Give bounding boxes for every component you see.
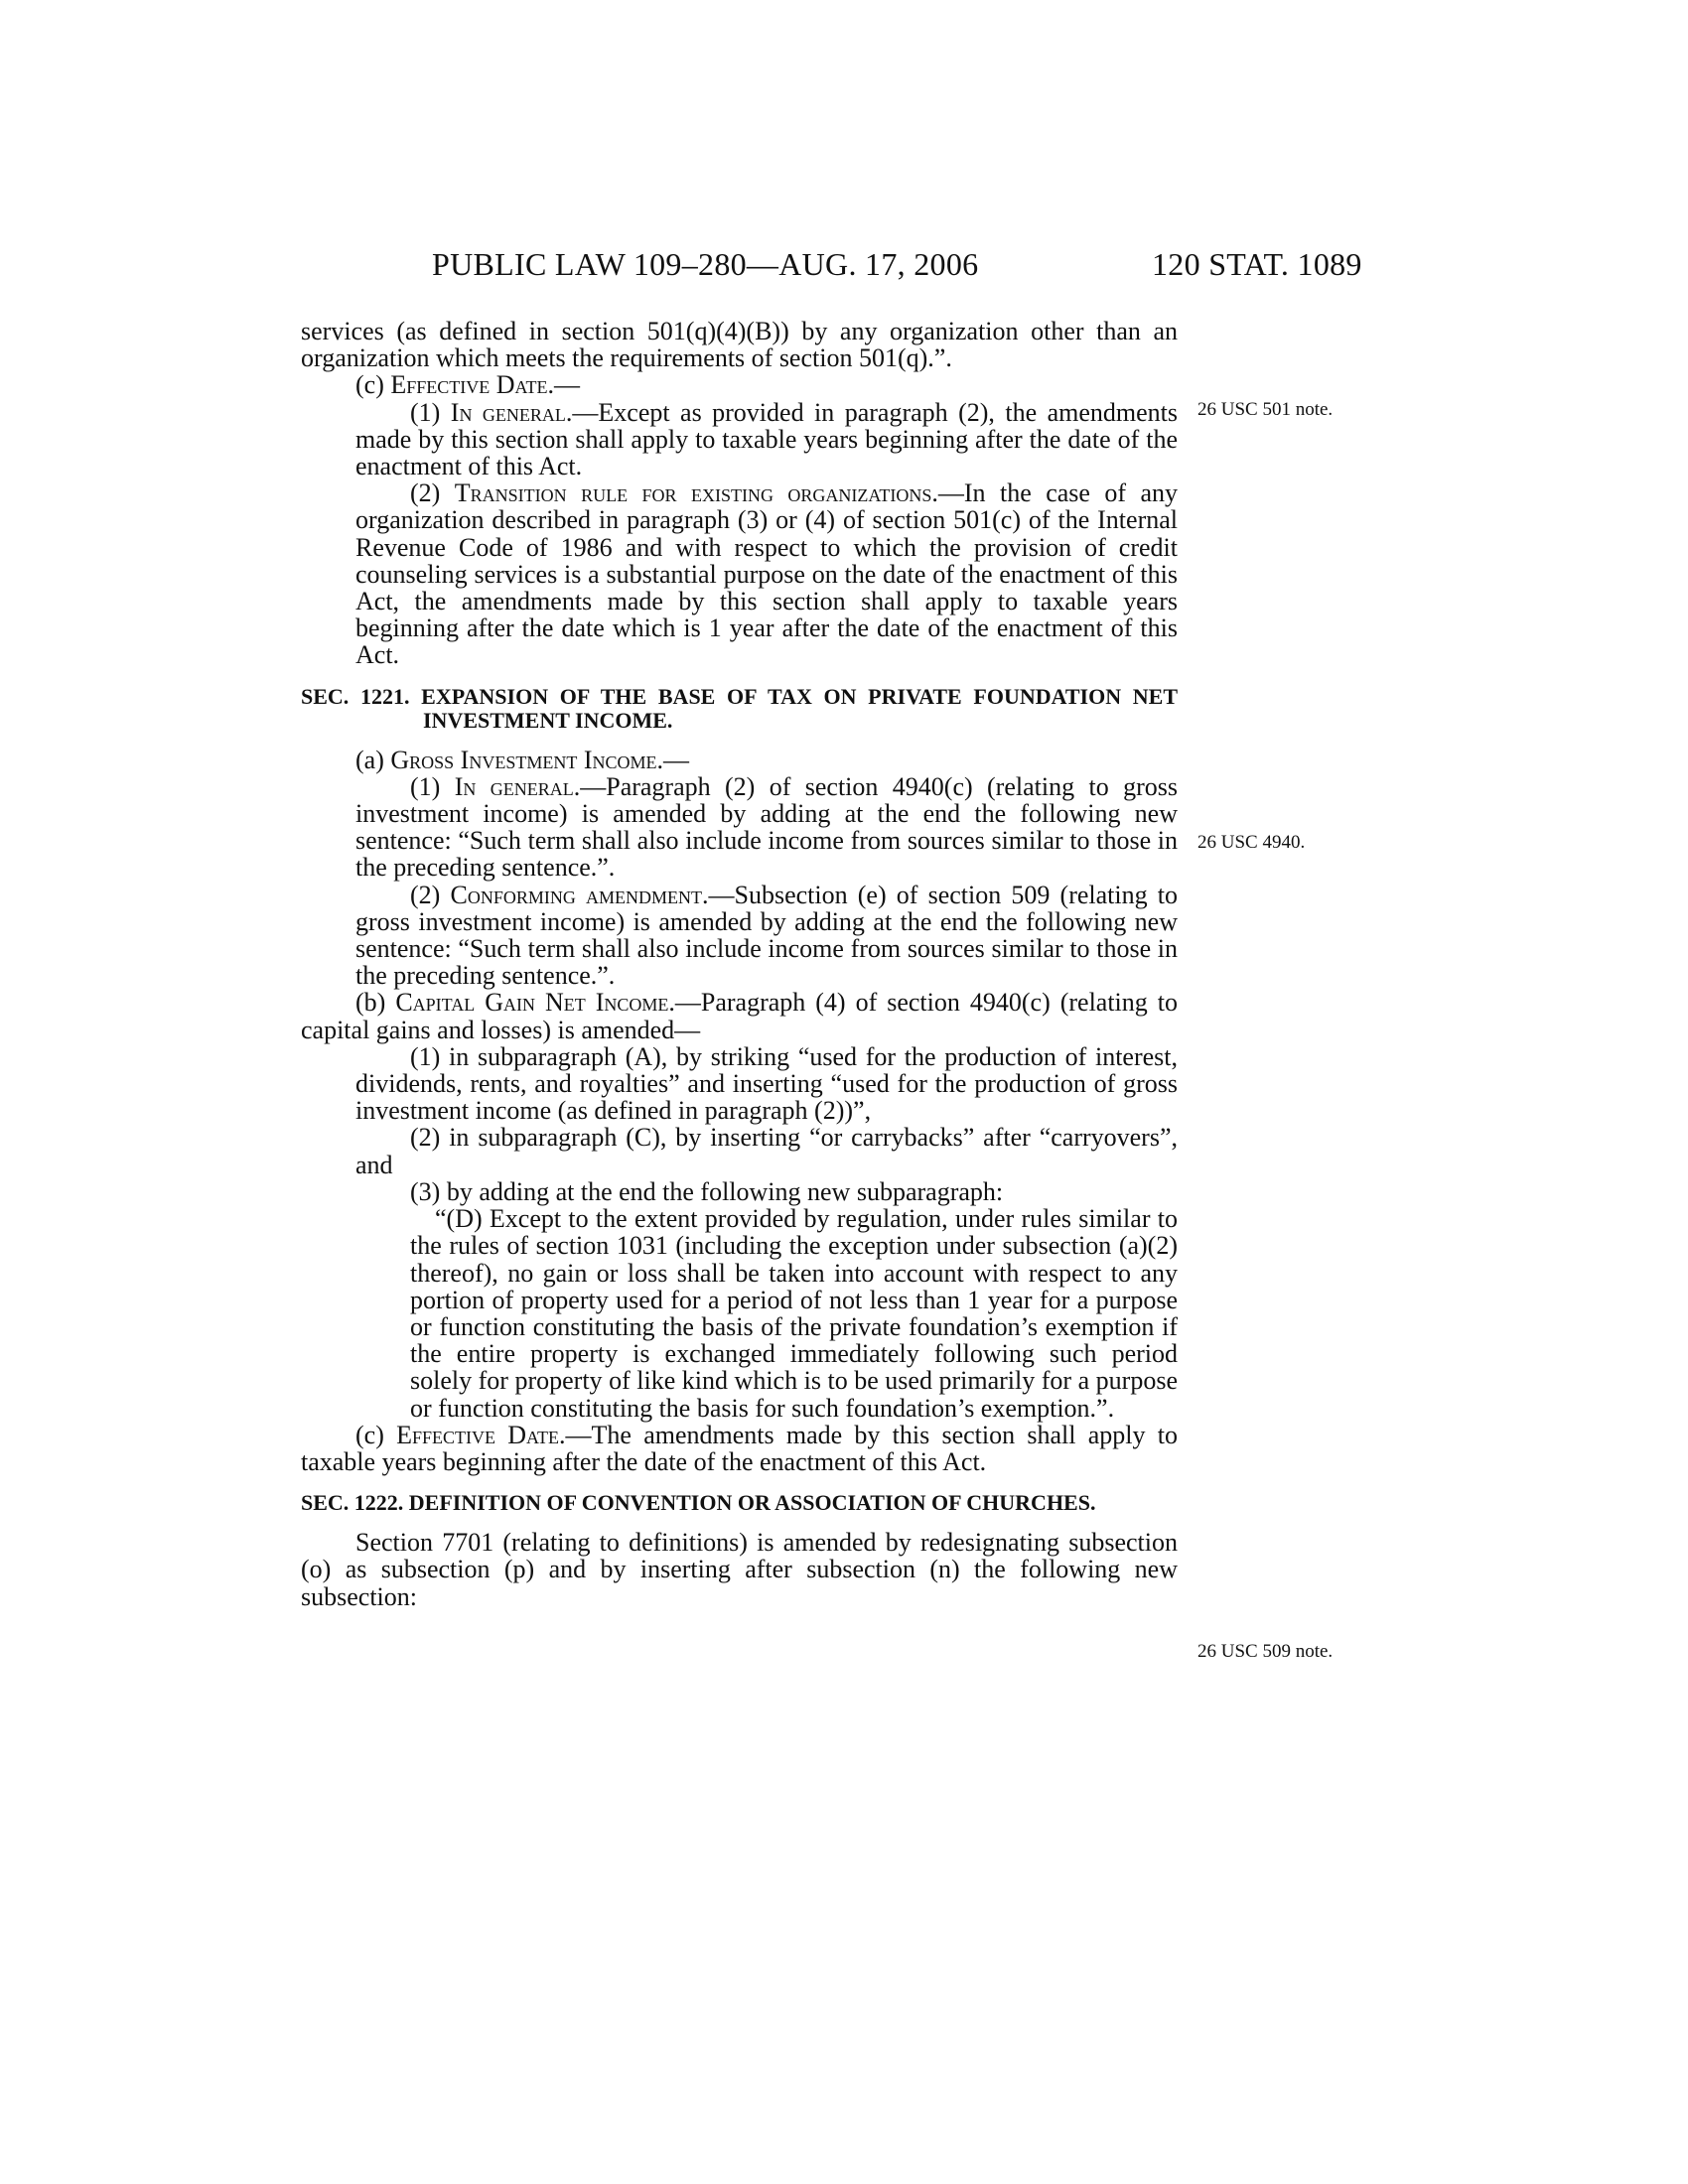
subsection-heading: Effective Date.— <box>390 370 581 400</box>
subsection-b <box>301 989 1178 1042</box>
paragraph-text: —Except as provided in paragraph (2), the amendments made by this section shall apply to taxable years beginning after the date of the enactment of this Act. <box>355 397 1178 481</box>
margin-note-usc-4940: 26 USC 4940. <box>1197 832 1306 853</box>
paragraph-continuation: services (as defined in section 501(q)(4)(B)) by any organization other than an organization which meets the requirements of section 501(q).”. <box>301 317 1178 373</box>
paragraph-heading: Transition rule for existing organizations. <box>454 478 938 508</box>
paragraph-heading: Conforming amendment. <box>450 880 709 909</box>
paragraph-number: (1) <box>410 397 451 427</box>
subsection-number: (b) <box>355 988 396 1018</box>
paragraph-number: (2) <box>410 880 451 909</box>
section-1222-heading <box>301 1491 1178 1515</box>
paragraph-c2 <box>301 479 1178 668</box>
subsection-heading: Gross Investment Income.— <box>390 745 689 774</box>
margin-note-usc-509: 26 USC 509 note. <box>1197 1641 1334 1662</box>
paragraph-number: (1) <box>410 771 455 801</box>
subsection-a <box>301 747 1178 773</box>
paragraph-b1: (1) in subparagraph (A), by striking “used for the production of interest, dividends, rents, and royalties” and inserting “used for the production of gross investment income (as defined in paragraph (2))”, <box>355 1041 1178 1126</box>
section-title: EXPANSION OF THE BASE OF TAX ON PRIVATE FOUNDATION NET INVESTMENT INCOME. <box>421 683 1179 733</box>
paragraph-a2 <box>301 882 1178 990</box>
paragraph-text: —In the case of any organization described in paragraph (3) or (4) of section 501(c) of the Internal Revenue Code of 1986 and with respect to which the provision of credit counseling services is a substantial purpose on the date of the enactment of this Act, the amendments made by this section shall apply to taxable years beginning after the date which is 1 year after the date of the enactment of this Act. <box>355 478 1178 670</box>
subparagraph-d-quote: “(D) Except to the extent provided by regulation, under rules similar to the rules of section 1031 (including the exception under subsection (a)(2) thereof), no gain or loss shall be taken into account with respect to any portion of property used for a period of not less than 1 year for a purpose or function constituting the basis of the private foundation’s exemption if the entire property is exchanged immediately following such period solely for property of like kind which is to be used primarily for a purpose or function constituting the basis for such foundation’s exemption.”. <box>410 1204 1178 1423</box>
paragraph-heading: In general. <box>450 397 573 427</box>
running-header-stat: 120 STAT. 1089 <box>1152 246 1362 282</box>
section-1221-heading <box>301 685 1178 733</box>
subsection-number: (c) <box>355 1420 397 1449</box>
subsection-c-effective-date <box>301 371 1178 398</box>
paragraph-c1 <box>301 399 1178 480</box>
paragraph-b3: (3) by adding at the end the following new subparagraph: <box>410 1176 1004 1206</box>
paragraph-text: —Subsection (e) of section 509 (relating to gross investment income) is amended by adding at the end the following new sentence: “Such term shall also include income from sources similar to those in the preceding sentence.”. <box>355 880 1179 991</box>
subsection-number: (a) <box>355 745 391 774</box>
paragraph-b2: (2) in subparagraph (C), by inserting “or carrybacks” after “carryovers”, and <box>355 1123 1178 1179</box>
running-header-law: PUBLIC LAW 109–280—AUG. 17, 2006 <box>432 246 979 282</box>
subsection-text: —Paragraph (4) of section 4940(c) (relating to capital gains and losses) is amended— <box>301 988 1178 1044</box>
subsection-c-effective-date-2 <box>301 1422 1178 1475</box>
paragraph-number: (2) <box>410 478 455 508</box>
margin-note-usc-501: 26 USC 501 note. <box>1197 399 1334 420</box>
subsection-text: —The amendments made by this section shall apply to taxable years beginning after the date of the enactment of this Act. <box>301 1420 1178 1476</box>
document-body <box>301 318 1178 1610</box>
paragraph-heading: In general. <box>454 771 581 801</box>
section-title: DEFINITION OF CONVENTION OR ASSOCIATION OF CHURCHES. <box>408 1490 1096 1516</box>
subsection-number: (c) <box>355 370 391 400</box>
paragraph-text: —Paragraph (2) of section 4940(c) (relating to gross investment income) is amended by adding at the end the following new sentence: “Such term shall also include income from sources similar to those in the preceding sentence.”. <box>355 771 1178 883</box>
subsection-heading: Capital Gain Net Income. <box>395 988 675 1018</box>
section-number: SEC. 1222. <box>301 1490 409 1516</box>
subsection-heading: Effective Date. <box>396 1420 566 1449</box>
paragraph-a1 <box>301 773 1178 882</box>
section-1222-text: Section 7701 (relating to definitions) is amended by redesignating subsection (o) as subsection (p) and by inserting after subsection (n) the following new subsection: <box>301 1528 1178 1611</box>
section-number: SEC. 1221. <box>301 683 422 709</box>
